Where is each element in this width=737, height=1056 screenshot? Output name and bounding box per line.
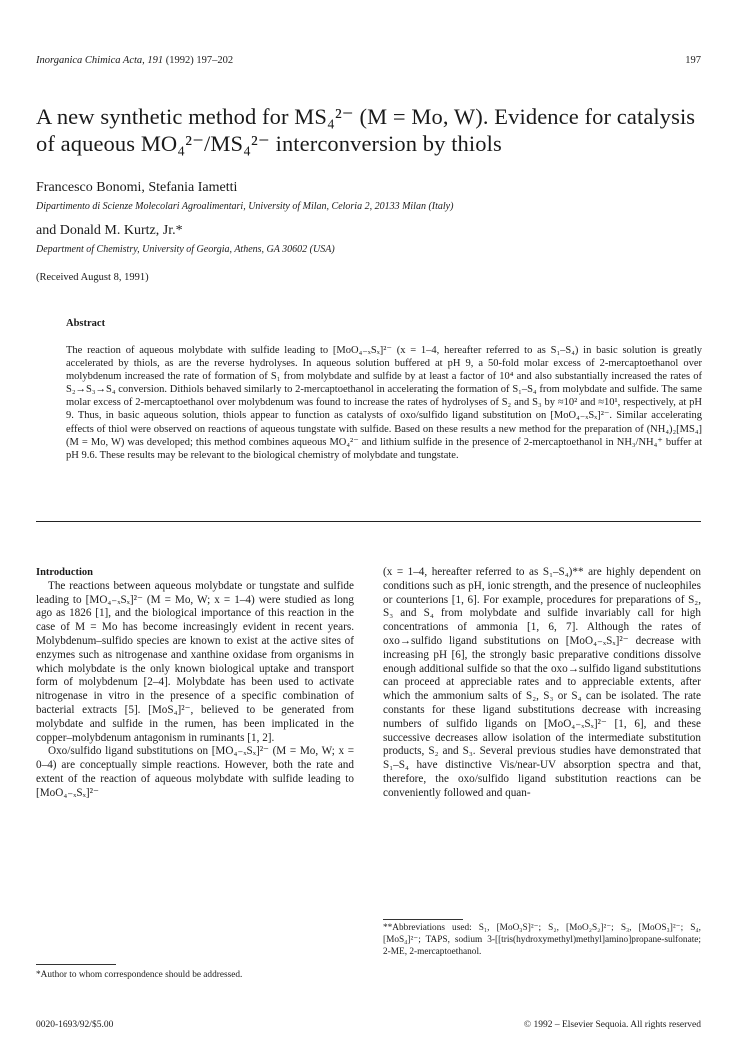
abstract-text: The reaction of aqueous molybdate with sulfide leading to [MoO₄₋ₓSₓ]²⁻ (x = 1–4, hereafter referred to as S₁–S₄) in basic solution is greatly accelerated by thiols, as are the reverse hydrolyses. In aqueous solution buffered at pH 9, a 50-fold molar excess of 2-mercaptoethanol over molybdenum increased the rate of formation of S₁ from molybdate and sulfide by at least a factor of 10⁴ and also substantially increased the rates of S₂→S₃→S₄ conversion. Dithiols behaved similarly to 2-mercaptoethanol in accelerating the formation of S₁–S₄ from molybdate and sulfide. The same molar excess of 2-mercaptoethanol over molybdenum was found to increase the rates of hydrolyses of S₂ and S₃ by ≈10² and ≈10¹, respectively, at pH 9. Thus, in basic aqueous solution, thiols appear to function as catalysts of oxo/sulfido ligand substitution on [MoO₄₋ₓSₓ]²⁻. Similar accelerating effects of thiol were observed on reactions of aqueous tungstate with sulfide. Based on these results a new method for the preparation of (NH₄)₂[MS₄] (M = Mo, W) was developed; this method combines aqueous MO₄²⁻ and lithium sulfide in the presence of 2-mercaptoethanol in NH₃/NH₄⁺ buffer at pH 9.6. These results may be relevant to the biological chemistry of molybdate and tungstate. [66,345,702,461]
left-column [36,566,354,801]
right-column [383,566,701,801]
received-date: (Received August 8, 1991) [36,272,149,283]
intro-paragraph-3: (x = 1–4, hereafter referred to as S₁–S₄)** are highly dependent on conditions such as pH, ionic strength, and the presence of nucleophiles or counterions [1, 6]. For example, procedures for preparations of S₂, S₃ and S₄ from molybdate and sulfide invariably call for high concentrations of ammonia [1, 6, 7]. Although the rates of oxo→sulfido ligand substitutions on [MoO₄₋ₓSₓ]²⁻ decrease with increasing pH [6], the strongly basic preparative conditions dissolve enough additional sulfide so that the oxo→sulfido ligand substitutions can proceed at appreciable rates and to appreciable extents, after which the ammonium salts of S₂, S₃ or S₄ can be isolated. The rate constants for these ligand substitutions decrease with increasing numbers of sulfido ligands on [MoO₄₋ₓSₓ]²⁻ [1, 6], and these successive decreases allow isolation of the intermediate substitution products, S₂ and S₃. Several previous studies have demonstrated that S₁–S₄ have distinctive Vis/near-UV absorption spectra and that, therefore, the oxo/sulfido ligand substitution reactions can be conveniently followed and quan- [383,566,701,799]
footnote-rule-left [36,964,116,965]
copyright-notice: © 1992 – Elsevier Sequoia. All rights reserved [523,1020,701,1030]
intro-paragraph-1: The reactions between aqueous molybdate or tungstate and sulfide leading to [MO₄₋ₓSₓ]²⁻ (M = Mo, W; x = 1–4) were studied as long ago as 1826 [1], and the biological importance of this reaction in the case of M = Mo has become increasingly evident in recent years. Molybdenum–sulfido species are known to exist at the active sites of enzymes such as nitrogenase and xanthine oxidase from organisms in which molybdate is the only known biological uptake and transport form of molybdenum [2–4]. Molybdate has been used to activate nitrogenase in vitro in the presence of a specific combination of bacterial extracts [5]. [MoS₄]²⁻, believed to be generated from molybdate and sulfide in the rumen, has been implicated in the copper–molybdenum antagonism in ruminants [1, 2]. [36,579,354,744]
affiliation-2: Department of Chemistry, University of Georgia, Athens, GA 30602 (USA) [36,244,335,255]
journal-citation [36,55,233,66]
footnote-rule-right [383,919,463,920]
intro-paragraph-2: Oxo/sulfido ligand substitutions on [MO₄₋ₓSₓ]²⁻ (M = Mo, W; x = 0–4) are conceptually simple reactions. However, both the rate and extent of the reaction of aqueous molybdate with sulfide leading to [MoO₄₋ₓSₓ]²⁻ [36,745,354,799]
article-title: A new synthetic method for MS₄²⁻ (M = Mo, W). Evidence for catalysis of aqueous MO₄²⁻/MS₄²⁻ interconversion by thiols [36,104,696,156]
journal-name: Inorganica Chimica Acta, [36,55,145,66]
introduction-heading: Introduction [36,567,93,578]
author-line-2: and Donald M. Kurtz, Jr.* [36,223,183,238]
author-footnote: *Author to whom correspondence should be addressed. [36,970,243,980]
journal-volume: 191 [147,55,164,66]
author-line-1: Francesco Bonomi, Stefania Iametti [36,180,238,195]
section-divider [36,521,701,522]
affiliation-1: Dipartimento di Scienze Molecolari Agroalimentari, University of Milan, Celoria 2, 20133 Milan (Italy) [36,201,454,212]
issn-code: 0020-1693/92/$5.00 [36,1020,114,1030]
abbreviations-footnote: **Abbreviations used: S₁, [MoO₃S]²⁻; S₂, [MoO₂S₂]²⁻; S₃, [MoOS₃]²⁻; S₄, [MoS₄]²⁻; TAPS, sodium 3-[[tris(hydroxymethyl)methyl]amino]propane-sulfonate; 2-ME, 2-mercaptoethanol. [383,923,701,957]
running-header [36,55,701,69]
page-number: 197 [685,55,701,66]
journal-year-pages: (1992) 197–202 [165,55,234,66]
abstract-heading: Abstract [66,318,106,329]
